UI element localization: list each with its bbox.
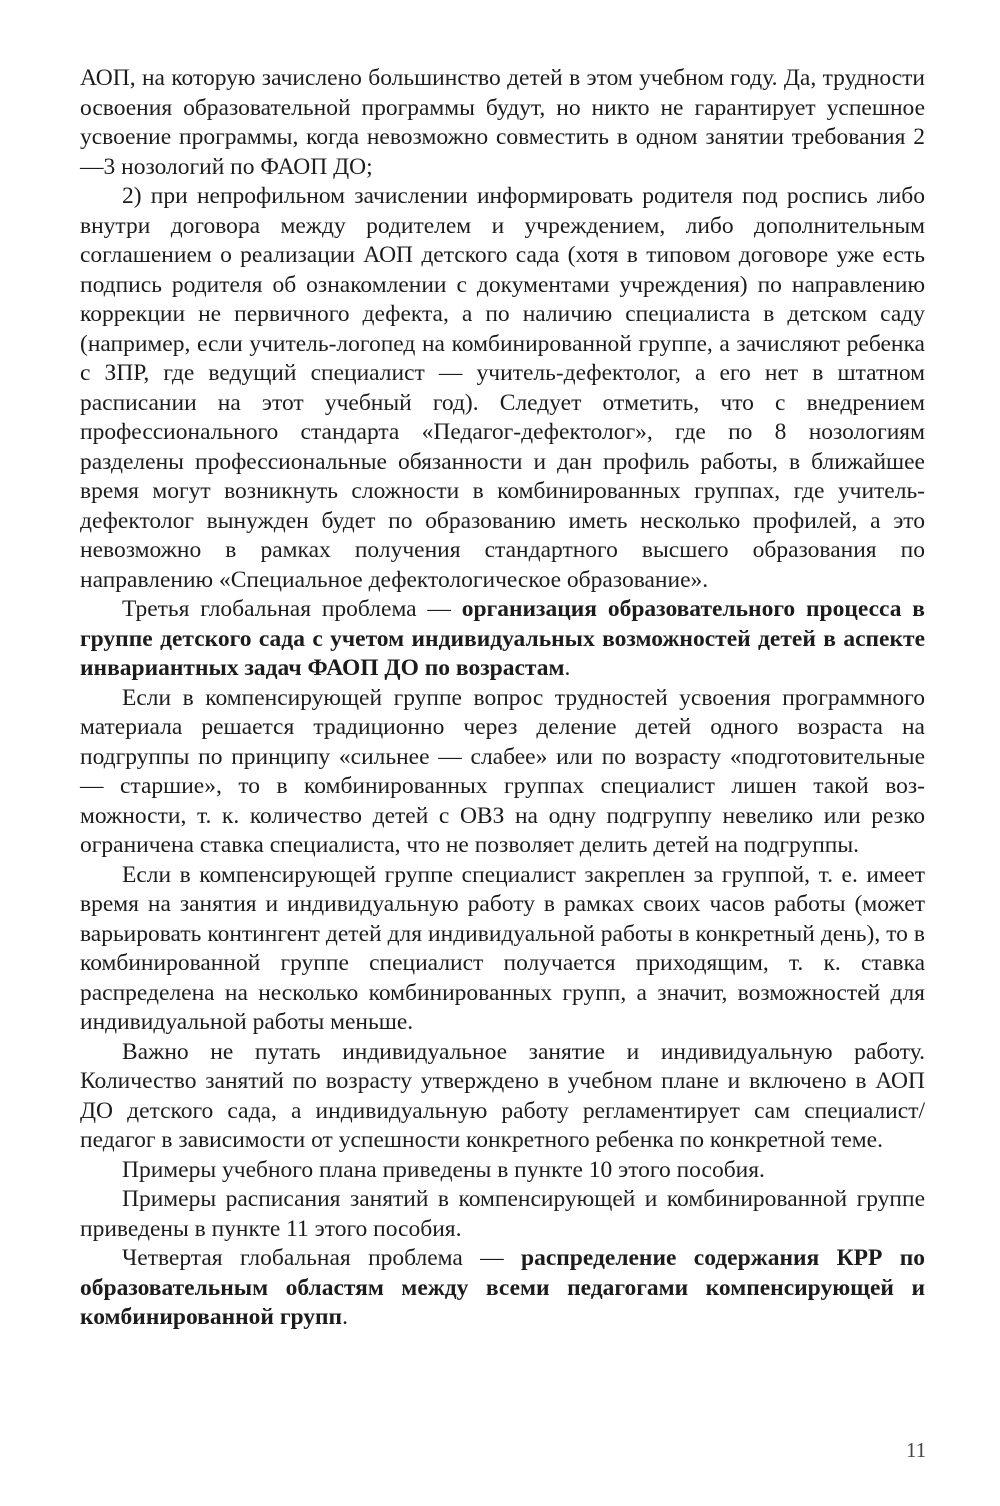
paragraph-text: Если в компенсирующей группе специалист закреплен за группой, т. е. имеет время на занятия и индивидуальную работу в рамках своих часов работы (может варьировать контингент детей для индивидуальной работы в конкретный день), то в комбинированной группе специалист получается приходящим, т. к. ставка распределена на несколько комбинированных групп, а значит, возможностей для индивидуальной работы меньше. xyxy=(80,861,925,1035)
paragraph-third-problem xyxy=(80,595,925,684)
paragraph-text: Примеры расписания занятий в компенсирующей и комбинированной группе приведены в пункте 11 этого пособия. xyxy=(80,1186,925,1242)
paragraph-text: Четвертая глобальная проблема — xyxy=(122,1245,522,1271)
paragraph-text-end: . xyxy=(564,655,571,681)
paragraph-continuation xyxy=(80,64,925,182)
paragraph-individual-work xyxy=(80,1038,925,1156)
paragraph-list-item-2 xyxy=(80,182,925,595)
paragraph-text-end: . xyxy=(342,1304,348,1330)
paragraph-text: Важно не путать индивидуальное занятие и индивидуальную работу. Количество занятий по возрасту утверждено в учебном плане и включено в АОП ДО детского сада, а индивидуальную работу регламентирует сам специалист/педагог в зависимости от успешности конкретного ребенка по конкретной теме. xyxy=(80,1038,925,1153)
paragraph-fourth-problem xyxy=(80,1244,925,1333)
paragraph-specialist-assignment xyxy=(80,861,925,1038)
paragraph-text: Третья глобальная проблема — xyxy=(122,596,462,622)
paragraph-text: Если в компенсирующей группе вопрос трудностей усвоения программного материала решается традиционно через деление детей одного возраста на подгруппы по принципу «сильнее — слабее» или по возрасту «подготовительные — старшие», то в комбинированных группах специалист лишен такой возможности, т. к. количество детей с ОВЗ на одну подгруппу невелико или резко ограничена ставка специалиста, что не позволяет делить детей на подгруппы. xyxy=(80,684,925,858)
paragraph-schedule-examples xyxy=(80,1185,925,1244)
paragraph-text: Примеры учебного плана приведены в пункте 10 этого пособия. xyxy=(122,1156,765,1183)
paragraph-curriculum-examples xyxy=(80,1156,925,1186)
paragraph-bold-text: распределение содержания КРР по образовательным областям между всеми педагогами компенсирующей и комбинированной групп xyxy=(80,1245,925,1330)
page-number: 11 xyxy=(906,1438,927,1462)
paragraph-bold-text: организация образовательного процесса в группе детского сада с учетом индивидуальных возможностей детей в аспекте инвариантных задач ФАОП ДО по возрастам xyxy=(80,596,925,681)
paragraph-text: АОП, на которую зачислено большинство детей в этом учебном году. Да, трудности освоения образовательной программы будут, но никто не гарантирует успешное усвоение программы, когда невозможно совместить в одном занятии требования 2—3 нозологий по ФАОП ДО; xyxy=(80,65,925,180)
paragraph-compensating-groups xyxy=(80,684,925,861)
paragraph-text: 2) при непрофильном зачислении информировать родителя под роспись либо внутри договора между родителем и учреждением, либо дополнительным соглашением о реализации АОП детского сада (хотя в типовом договоре уже есть подпись родителя об ознакомлении с документами учреждения) по направлению коррекции не первичного дефекта, а по наличию специалиста в детском саду (например, если учитель-логопед на комбинированной группе, а зачисляют ребенка с ЗПР, где ведущий специалист — учитель-дефектолог, а его нет в штатном расписании на этот учебный год). Следует отметить, что с внедрением профессионального стандарта «Педагог-дефектолог», где по 8 нозологиям разделены профессиональные обязанности и дан профиль работы, в ближайшее время могут возникнуть сложности в комбинированных группах, где учитель-дефектолог вынужден будет по образованию иметь несколько профилей, а это невозможно в рамках получения стандартного высшего образования по направлению «Специальное дефектологическое образование». xyxy=(80,183,925,593)
body-text xyxy=(80,64,925,1333)
